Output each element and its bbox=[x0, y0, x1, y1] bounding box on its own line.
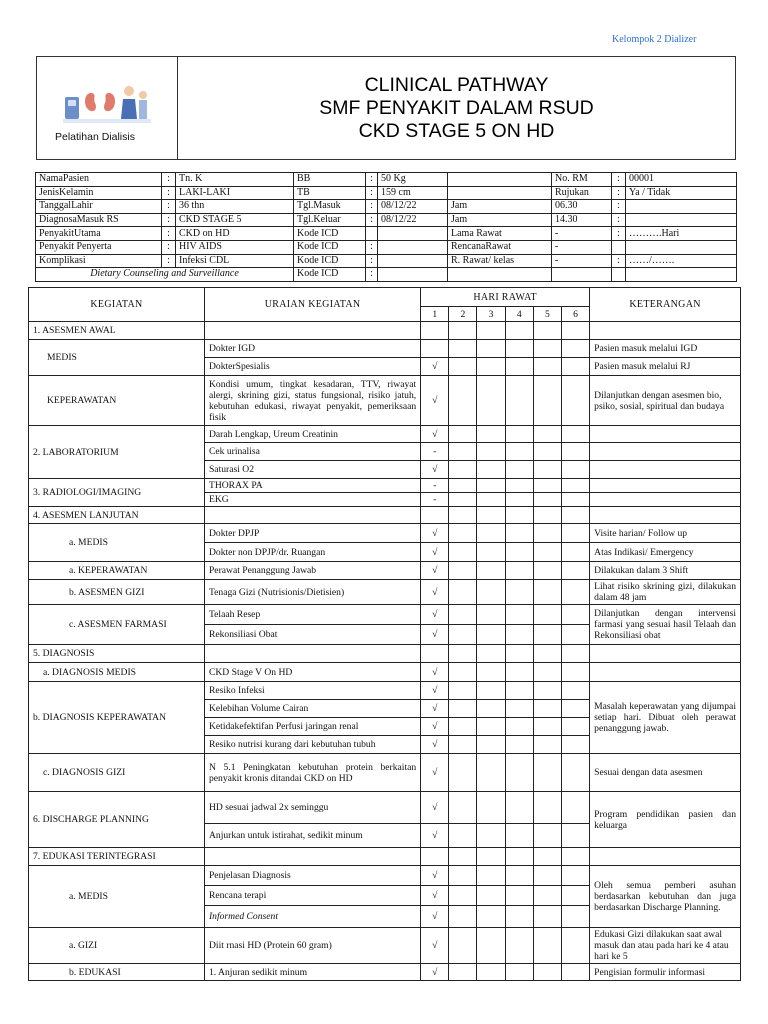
colon: : bbox=[366, 268, 378, 282]
colon: : bbox=[612, 227, 626, 241]
day-number: 2 bbox=[449, 307, 477, 322]
check-mark: √ bbox=[421, 625, 449, 645]
field-value: - bbox=[552, 240, 612, 254]
note: Edukasi Gizi dilakukan saat awal masuk dan atau pada hari ke 4 atau hari ke 5 bbox=[590, 928, 741, 964]
title-line-2: SMF PENYAKIT DALAM RSUD bbox=[319, 96, 594, 119]
table-row bbox=[29, 479, 741, 493]
day-number: 1 bbox=[421, 307, 449, 322]
col-header-uraian: URAIAN KEGIATAN bbox=[204, 288, 420, 322]
patient-row bbox=[36, 173, 737, 187]
logo-area bbox=[37, 57, 178, 159]
activity-detail: N 5.1 Peningkatan kebutuhan protein berkaitan penyakit kronis ditandai CKD on HD bbox=[204, 754, 420, 792]
note: Oleh semua pemberi asuhan berdasarkan kebutuhan dan juga berdasarkan Discharge Planning. bbox=[590, 866, 741, 928]
section-row bbox=[29, 848, 741, 866]
activity-detail: Darah Lengkap, Ureum Creatinin bbox=[204, 426, 420, 443]
colon bbox=[366, 227, 378, 241]
dash-mark: - bbox=[421, 443, 449, 461]
table-row bbox=[29, 928, 741, 964]
field-value bbox=[552, 268, 612, 282]
field-value: 159 cm bbox=[378, 186, 448, 200]
activity-detail: Resiko Infeksi bbox=[204, 682, 420, 700]
table-row bbox=[29, 663, 741, 682]
colon: : bbox=[366, 186, 378, 200]
activity-detail: THORAX PA bbox=[204, 479, 420, 493]
field-label: RencanaRawat bbox=[448, 240, 552, 254]
note: Pasien masuk melalui RJ bbox=[590, 358, 741, 376]
day-cell bbox=[421, 340, 449, 358]
col-header-kegiatan: KEGIATAN bbox=[29, 288, 205, 322]
field-value: CKD STAGE 5 bbox=[176, 213, 294, 227]
activity-label: b. DIAGNOSIS KEPERAWATAN bbox=[29, 682, 205, 754]
table-row bbox=[29, 340, 741, 358]
colon: : bbox=[612, 200, 626, 214]
table-row bbox=[29, 426, 741, 443]
col-header-hari-rawat: HARI RAWAT bbox=[421, 288, 590, 307]
section-title: 2. LABORATORIUM bbox=[29, 426, 205, 479]
activity-detail: HD sesuai jadwal 2x seminggu bbox=[204, 792, 420, 824]
day-number: 4 bbox=[505, 307, 533, 322]
check-mark: √ bbox=[421, 736, 449, 754]
field-label bbox=[448, 186, 552, 200]
activity-detail: Penjelasan Diagnosis bbox=[204, 866, 420, 886]
table-row bbox=[29, 754, 741, 792]
field-label: Kode ICD bbox=[294, 227, 366, 241]
activity-detail: Diit rnasi HD (Protein 60 gram) bbox=[204, 928, 420, 964]
field-label: DiagnosaMasuk RS bbox=[36, 213, 162, 227]
table-row bbox=[29, 792, 741, 824]
table-row bbox=[29, 562, 741, 580]
check-mark: √ bbox=[421, 682, 449, 700]
patient-row bbox=[36, 254, 737, 268]
note: Dilanjutkan dengan asesmen bio, psiko, sosial, spiritual dan budaya bbox=[590, 376, 741, 426]
dash-mark: - bbox=[421, 493, 449, 507]
activity-label: c. DIAGNOSIS GIZI bbox=[29, 754, 205, 792]
table-row bbox=[29, 866, 741, 886]
field-value: Ya / Tidak bbox=[626, 186, 737, 200]
pathway-table bbox=[28, 287, 741, 981]
field-label bbox=[448, 268, 552, 282]
colon: : bbox=[366, 254, 378, 268]
activity-label: a. GIZI bbox=[29, 928, 205, 964]
check-mark: √ bbox=[421, 524, 449, 543]
note: Dilanjutkan dengan intervensi farmasi yang sesuai hasil Telaah dan Rekonsiliasi obat bbox=[590, 605, 741, 645]
patient-row bbox=[36, 186, 737, 200]
activity-label: c. ASESMEN FARMASI bbox=[29, 605, 205, 645]
dash-mark: - bbox=[421, 479, 449, 493]
patient-row bbox=[36, 240, 737, 254]
colon: : bbox=[612, 254, 626, 268]
check-mark: √ bbox=[421, 376, 449, 426]
table-row bbox=[29, 964, 741, 981]
colon: : bbox=[612, 186, 626, 200]
field-value: 08/12/22 bbox=[378, 213, 448, 227]
field-label: BB bbox=[294, 173, 366, 187]
field-value bbox=[626, 200, 737, 214]
section-row bbox=[29, 645, 741, 663]
activity-label: MEDIS bbox=[29, 340, 205, 376]
note: Lihat risiko skrining gizi, dilakukan dalam 48 jam bbox=[590, 580, 741, 605]
field-value: 50 Kg bbox=[378, 173, 448, 187]
colon: : bbox=[162, 254, 176, 268]
field-label: Kode ICD bbox=[294, 254, 366, 268]
colon: : bbox=[366, 173, 378, 187]
field-value bbox=[626, 213, 737, 227]
patient-row bbox=[36, 268, 737, 282]
field-value: - bbox=[552, 227, 612, 241]
field-label: Kode ICD bbox=[294, 240, 366, 254]
title-line-3: CKD STAGE 5 ON HD bbox=[358, 119, 555, 142]
colon bbox=[612, 240, 626, 254]
patient-row bbox=[36, 213, 737, 227]
check-mark: √ bbox=[421, 866, 449, 886]
table-row bbox=[29, 682, 741, 700]
activity-detail: Cek urinalisa bbox=[204, 443, 420, 461]
field-value bbox=[378, 240, 448, 254]
field-label: Tgl.Masuk bbox=[294, 200, 366, 214]
activity-label: a. MEDIS bbox=[29, 524, 205, 562]
activity-detail: Perawat Penanggung Jawab bbox=[204, 562, 420, 580]
field-label: Tgl.Keluar bbox=[294, 213, 366, 227]
activity-detail: Kelebihan Volume Cairan bbox=[204, 700, 420, 718]
check-mark: √ bbox=[421, 906, 449, 928]
check-mark: √ bbox=[421, 426, 449, 443]
note: Atas Indikasi/ Emergency bbox=[590, 543, 741, 562]
section-row bbox=[29, 322, 741, 340]
colon: : bbox=[162, 186, 176, 200]
field-label: Kode ICD bbox=[294, 268, 366, 282]
field-value: 06.30 bbox=[552, 200, 612, 214]
check-mark: √ bbox=[421, 886, 449, 906]
activity-detail: Resiko nutrisi kurang dari kebutuhan tubuh bbox=[204, 736, 420, 754]
field-label: Jam bbox=[448, 213, 552, 227]
table-row bbox=[29, 605, 741, 625]
field-label: No. RM bbox=[552, 173, 612, 187]
field-value: LAKI-LAKI bbox=[176, 186, 294, 200]
field-value: CKD on HD bbox=[176, 227, 294, 241]
activity-detail: DokterSpesialis bbox=[204, 358, 420, 376]
activity-detail: Telaah Resep bbox=[204, 605, 420, 625]
field-label bbox=[448, 173, 552, 187]
field-value bbox=[378, 227, 448, 241]
activity-detail: Dokter DPJP bbox=[204, 524, 420, 543]
activity-detail: Rencana terapi bbox=[204, 886, 420, 906]
section-title: 7. EDUKASI TERINTEGRASI bbox=[29, 848, 205, 866]
note: Pasien masuk melalui IGD bbox=[590, 340, 741, 358]
field-value bbox=[626, 240, 737, 254]
field-label: NamaPasien bbox=[36, 173, 162, 187]
colon: : bbox=[366, 240, 378, 254]
activity-detail: 1. Anjuran sedikit minum bbox=[204, 964, 420, 981]
field-value: 36 thn bbox=[176, 200, 294, 214]
field-label: Jam bbox=[448, 200, 552, 214]
section-title: 3. RADIOLOGI/IMAGING bbox=[29, 479, 205, 507]
activity-detail: Anjurkan untuk istirahat, sedikit minum bbox=[204, 824, 420, 848]
note: Masalah keperawatan yang dijumpai setiap hari. Dibuat oleh perawat penanggung jawab. bbox=[590, 682, 741, 754]
activity-detail: Dokter non DPJP/dr. Ruangan bbox=[204, 543, 420, 562]
table-row bbox=[29, 580, 741, 605]
activity-detail: Ketidakefektifan Perfusi jaringan renal bbox=[204, 718, 420, 736]
field-value: 14.30 bbox=[552, 213, 612, 227]
day-number: 3 bbox=[477, 307, 505, 322]
colon: : bbox=[366, 200, 378, 214]
activity-label: a. DIAGNOSIS MEDIS bbox=[29, 663, 205, 682]
logo-caption: Pelatihan Dialisis bbox=[55, 131, 135, 143]
activity-label: KEPERAWATAN bbox=[29, 376, 205, 426]
section-title: 4. ASESMEN LANJUTAN bbox=[29, 507, 205, 524]
dialysis-logo-icon bbox=[63, 79, 151, 127]
check-mark: √ bbox=[421, 964, 449, 981]
colon: : bbox=[366, 213, 378, 227]
section-title: 5. DIAGNOSIS bbox=[29, 645, 205, 663]
day-number: 5 bbox=[533, 307, 561, 322]
patient-info-table bbox=[35, 172, 737, 282]
field-value: ……….Hari bbox=[626, 227, 737, 241]
activity-detail: Rekonsiliasi Obat bbox=[204, 625, 420, 645]
check-mark: √ bbox=[421, 358, 449, 376]
field-value: - bbox=[552, 254, 612, 268]
check-mark: √ bbox=[421, 543, 449, 562]
field-value bbox=[378, 254, 448, 268]
section-title: 1. ASESMEN AWAL bbox=[29, 322, 205, 340]
document-header bbox=[36, 56, 736, 160]
section-row bbox=[29, 507, 741, 524]
field-label: Dietary Counseling and Surveillance bbox=[36, 268, 294, 282]
note: Sesuai dengan data asesmen bbox=[590, 754, 741, 792]
day-number: 6 bbox=[561, 307, 589, 322]
field-value bbox=[626, 268, 737, 282]
field-value: ……/……. bbox=[626, 254, 737, 268]
group-label: Kelompok 2 Dializer bbox=[612, 34, 697, 45]
check-mark: √ bbox=[421, 718, 449, 736]
colon: : bbox=[162, 173, 176, 187]
activity-detail: Saturasi O2 bbox=[204, 461, 420, 479]
field-label: Lama Rawat bbox=[448, 227, 552, 241]
field-value bbox=[378, 268, 448, 282]
table-header-row bbox=[29, 288, 741, 307]
check-mark: √ bbox=[421, 792, 449, 824]
check-mark: √ bbox=[421, 580, 449, 605]
colon: : bbox=[162, 200, 176, 214]
activity-detail: Kondisi umum, tingkat kesadaran, TTV, riwayat alergi, skrining gizi, status fungsional, risiko jatuh, kebutuhan edukasi, riwayat penyakit, pemeriksaan fisik bbox=[204, 376, 420, 426]
colon: : bbox=[612, 173, 626, 187]
patient-row bbox=[36, 200, 737, 214]
field-label: Komplikasi bbox=[36, 254, 162, 268]
note: Visite harian/ Follow up bbox=[590, 524, 741, 543]
check-mark: √ bbox=[421, 824, 449, 848]
colon: : bbox=[162, 227, 176, 241]
check-mark: √ bbox=[421, 605, 449, 625]
activity-label: a. KEPERAWATAN bbox=[29, 562, 205, 580]
field-label: R. Rawat/ kelas bbox=[448, 254, 552, 268]
colon: : bbox=[162, 240, 176, 254]
field-value: 00001 bbox=[626, 173, 737, 187]
colon bbox=[612, 268, 626, 282]
patient-row bbox=[36, 227, 737, 241]
field-label: TB bbox=[294, 186, 366, 200]
table-row bbox=[29, 524, 741, 543]
activity-label: b. ASESMEN GIZI bbox=[29, 580, 205, 605]
activity-label: a. MEDIS bbox=[29, 866, 205, 928]
activity-label: b. EDUKASI bbox=[29, 964, 205, 981]
note: Pengisian formulir informasi bbox=[590, 964, 741, 981]
field-label: JenisKelamin bbox=[36, 186, 162, 200]
field-value: 08/12/22 bbox=[378, 200, 448, 214]
field-value: Tn. K bbox=[176, 173, 294, 187]
check-mark: √ bbox=[421, 663, 449, 682]
document-title bbox=[178, 57, 735, 159]
activity-detail: Informed Consent bbox=[204, 906, 420, 928]
activity-detail: Dokter IGD bbox=[204, 340, 420, 358]
colon: : bbox=[162, 213, 176, 227]
check-mark: √ bbox=[421, 461, 449, 479]
field-label: Rujukan bbox=[552, 186, 612, 200]
activity-detail: Tenaga Gizi (Nutrisionis/Dietisien) bbox=[204, 580, 420, 605]
col-header-keterangan: KETERANGAN bbox=[590, 288, 741, 322]
section-title: 6. DISCHARGE PLANNING bbox=[29, 792, 205, 848]
note: Dilakukan dalam 3 Shift bbox=[590, 562, 741, 580]
activity-detail: CKD Stage V On HD bbox=[204, 663, 420, 682]
table-row bbox=[29, 376, 741, 426]
field-label: Penyakit Penyerta bbox=[36, 240, 162, 254]
field-label: TanggalLahir bbox=[36, 200, 162, 214]
check-mark: √ bbox=[421, 562, 449, 580]
field-value: HIV AIDS bbox=[176, 240, 294, 254]
note: Program pendidikan pasien dan keluarga bbox=[590, 792, 741, 848]
check-mark: √ bbox=[421, 700, 449, 718]
check-mark: √ bbox=[421, 754, 449, 792]
title-line-1: CLINICAL PATHWAY bbox=[364, 73, 549, 96]
colon: : bbox=[612, 213, 626, 227]
field-label: PenyakitUtama bbox=[36, 227, 162, 241]
field-value: Infeksi CDL bbox=[176, 254, 294, 268]
check-mark: √ bbox=[421, 928, 449, 964]
activity-detail: EKG bbox=[204, 493, 420, 507]
